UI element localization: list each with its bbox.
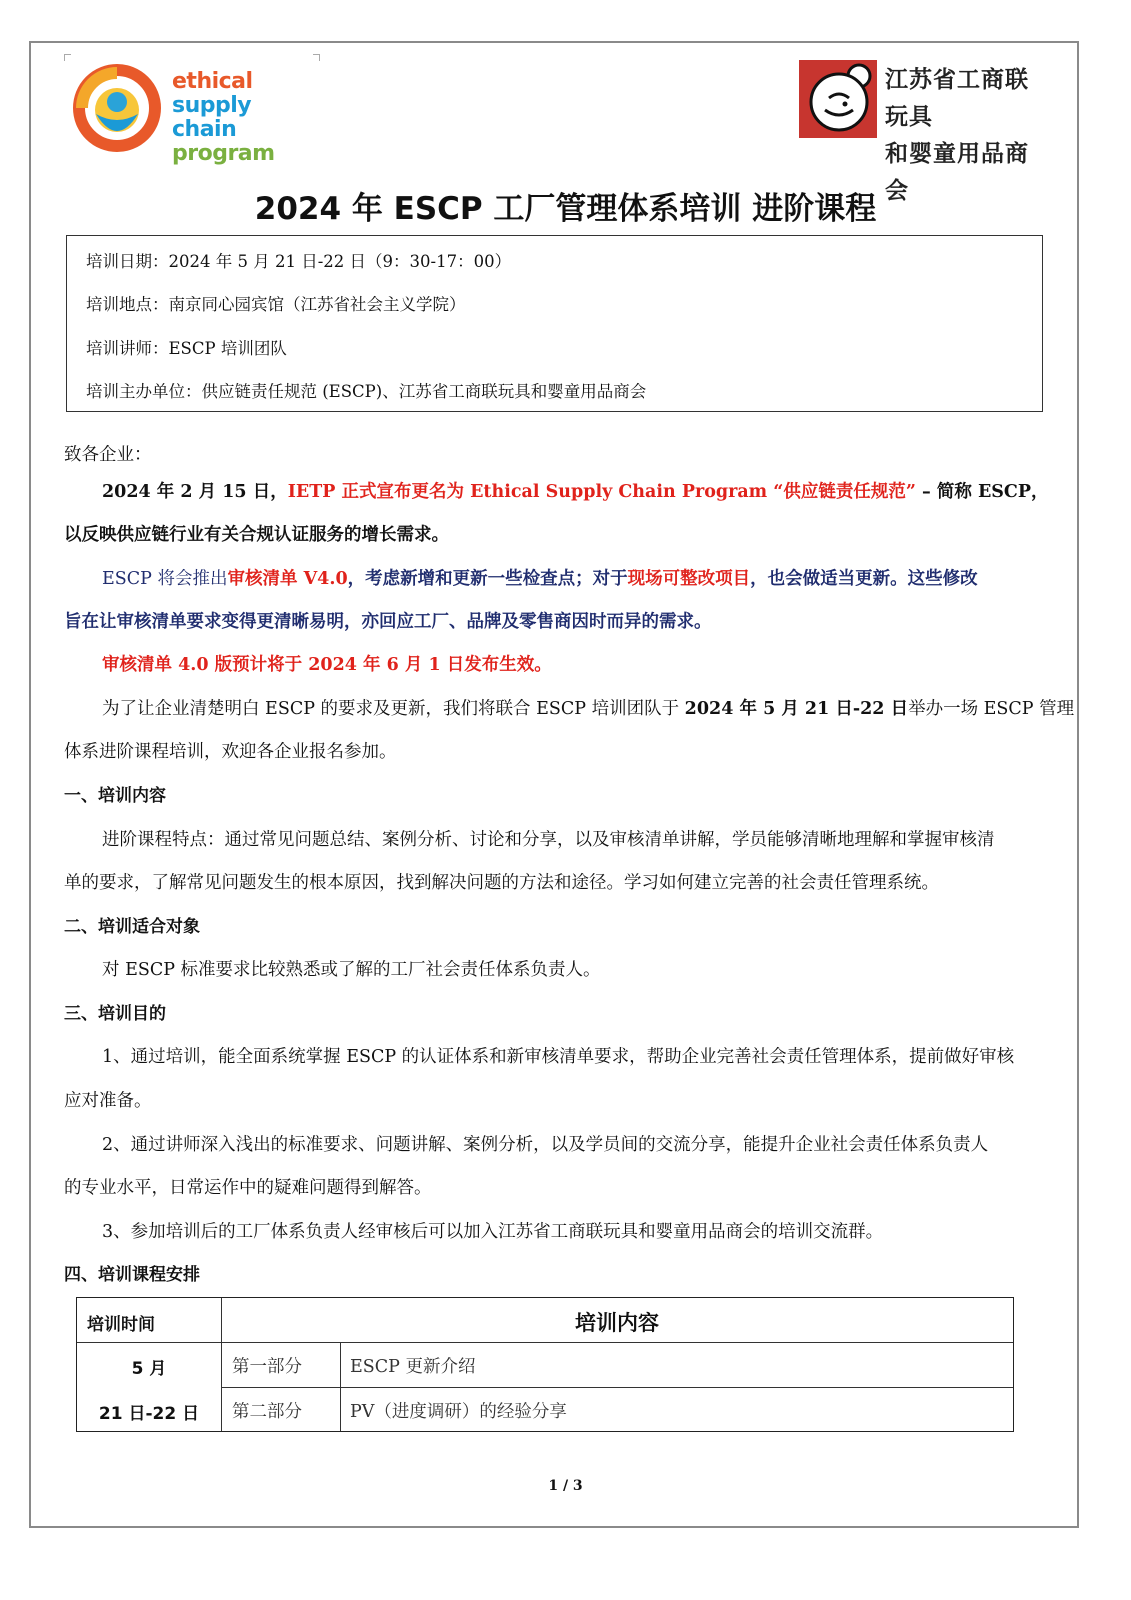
section-3-title: 三、培训目的	[64, 1004, 166, 1024]
chamber-name-line1: 江苏省工商联玩具	[885, 67, 1029, 130]
row-2-part: 第二部分	[232, 1402, 302, 1422]
esc-program-emblem-icon	[72, 62, 162, 154]
section-3-item1-line2: 应对准备。	[64, 1091, 152, 1111]
header-training-time: 培训时间	[87, 1315, 155, 1335]
greeting-text: 致各企业：	[64, 445, 152, 465]
training-location: 培训地点：南京同心园宾馆（江苏省社会主义学院）	[86, 295, 466, 314]
row-1-part: 第一部分	[232, 1357, 302, 1377]
section-2-title: 二、培训适合对象	[64, 917, 200, 937]
checklist-purpose: 旨在让审核清单要求变得更清晰易明，亦回应工厂、品牌及零售商因时而异的需求。	[64, 612, 712, 632]
section-1-title: 一、培训内容	[64, 786, 166, 806]
schedule-days: 21 日-22 日	[98, 1404, 200, 1424]
esc-program-logo	[70, 60, 320, 166]
training-organizer: 培训主办单位：供应链责任规范 (ESCP)、江苏省工商联玩具和婴童用品商会	[86, 382, 647, 401]
onsite-items: 现场可整改项目	[627, 569, 751, 589]
invitation-dates: 2024 年 5 月 21 日-22 日	[684, 699, 909, 719]
schedule-table	[76, 1297, 1014, 1432]
paragraph-invitation-line1	[64, 687, 1075, 731]
section-2-text1: 对 ESCP 标准要求比较熟悉或了解的工厂社会责任体系负责人。	[102, 960, 601, 980]
invitation-closing: 体系进阶课程培训，欢迎各企业报名参加。	[64, 742, 397, 762]
section-4-title: 四、培训课程安排	[64, 1265, 200, 1285]
table-divider	[221, 1387, 1013, 1388]
esc-program-wordmark	[172, 70, 320, 166]
document-title: 2024 年 ESCP 工厂管理体系培训 进阶课程	[254, 191, 877, 227]
section-3-item2-text: 2、通过讲师深入浅出的标准要求、问题讲解、案例分析，以及学员间的交流分享，能提升企业社会责任体系负责人	[102, 1135, 989, 1155]
checklist-update-end: ，也会做适当更新。这些修改	[750, 569, 978, 589]
invitation-intro: 为了让企业清楚明白 ESCP 的要求及更新，我们将联合 ESCP 培训团队于	[102, 699, 685, 719]
paragraph-effective-date	[64, 643, 1049, 687]
section-1-line1	[64, 818, 1049, 862]
paragraph-rename-line1	[64, 470, 1049, 514]
invitation-event: 举办一场 ESCP 管理	[908, 699, 1075, 719]
table-divider	[77, 1342, 1013, 1343]
bear-icon	[799, 60, 877, 138]
page-number: 1 / 3	[548, 1478, 583, 1494]
section-1-text1: 进阶课程特点：通过常见问题总结、案例分析、讨论和分享，以及审核清单讲解，学员能够清晰地理解和掌握审核清	[102, 830, 995, 850]
rename-reason: 以反映供应链行业有关合规认证服务的增长需求。	[64, 525, 449, 545]
rename-announcement: IETP 正式宣布更名为 Ethical Supply Chain Program “供应链责任规范”	[287, 482, 916, 502]
logo-word-supply-chain: supply chain	[172, 93, 252, 142]
schedule-month: 5 月	[131, 1359, 167, 1379]
bear-emblem	[799, 60, 877, 138]
checklist-version: 审核清单 V4.0	[227, 569, 348, 589]
paragraph-checklist-line2	[64, 600, 1049, 644]
row-1-content: ESCP 更新介绍	[350, 1357, 476, 1377]
logo-word-ethical: ethical	[172, 69, 253, 94]
training-info-box	[66, 235, 1043, 412]
header-training-content: 培训内容	[575, 1311, 659, 1335]
training-lecturer: 培训讲师：ESCP 培训团队	[86, 339, 287, 358]
section-3-item3-line1	[64, 1210, 1049, 1254]
section-3-item3-text: 3、参加培训后的工厂体系负责人经审核后可以加入江苏省工商联玩具和婴童用品商会的培训交流群。	[102, 1222, 884, 1242]
paragraph-invitation-line2	[64, 730, 1049, 774]
row-2-content: PV（进度调研）的经验分享	[350, 1402, 567, 1422]
chamber-logo	[799, 60, 1039, 204]
chamber-name-line2: 和婴童用品商会	[885, 141, 1029, 204]
logo-word-program: program	[172, 141, 275, 166]
section-2-line1	[64, 948, 1049, 992]
paragraph-rename-line2	[64, 513, 1049, 557]
section-3-item2-line2: 的专业水平，日常运作中的疑难问题得到解答。	[64, 1178, 432, 1198]
checklist-update-text: ，考虑新增和更新一些检查点；对于	[347, 569, 628, 589]
effective-date-text: 审核清单 4.0 版预计将于 2024 年 6 月 1 日发布生效。	[102, 655, 552, 675]
training-date: 培训日期：2024 年 5 月 21 日-22 日（9：30-17：00）	[86, 252, 512, 271]
paragraph-checklist-line1	[64, 557, 1049, 601]
rename-date: 2024 年 2 月 15 日，	[102, 482, 288, 502]
section-3-item2-line1	[64, 1123, 1049, 1167]
section-3-item1-text: 1、通过培训，能全面系统掌握 ESCP 的认证体系和新审核清单要求，帮助企业完善社会责任管理体系，提前做好审核	[102, 1047, 1015, 1067]
rename-abbrev: – 简称 ESCP，	[915, 482, 1049, 502]
checklist-intro: ESCP 将会推出	[102, 569, 228, 589]
section-1-line2: 单的要求，了解常见问题发生的根本原因，找到解决问题的方法和途径。学习如何建立完善的社会责任管理系统。	[64, 873, 939, 893]
section-3-item1-line1	[64, 1035, 1049, 1079]
